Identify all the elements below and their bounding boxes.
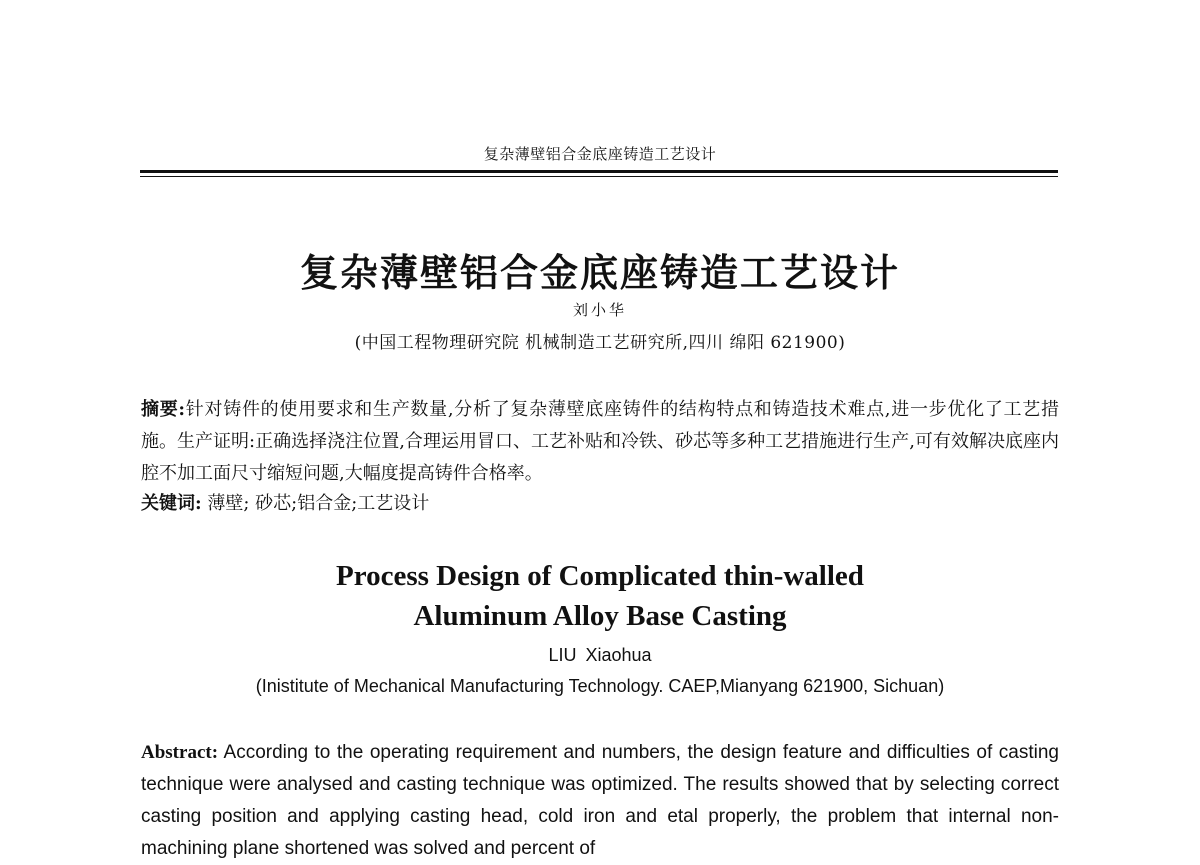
header-rule-thick	[140, 170, 1058, 173]
en-title-line1: Process Design of Complicated thin-walled	[336, 560, 864, 592]
en-title	[0, 556, 1200, 636]
cn-keywords-label: 关键词:	[141, 493, 202, 514]
en-title-line2: Aluminum Alloy Base Casting	[413, 600, 787, 632]
en-abstract-text: According to the operating requirement and numbers, the design feature and difficulties of casting technique were analysed and casting technique was optimized. The results showed that by selecting correct casting position and applying casting head, cold iron and etal properly, the problem that internal non-machining plane shortened was solved and percent of	[141, 742, 1060, 859]
cn-author: 刘小华	[572, 301, 627, 319]
cn-abstract-label: 摘要:	[141, 399, 186, 420]
en-abstract-label: Abstract:	[141, 742, 219, 763]
header-rule-thin	[140, 176, 1058, 177]
cn-affiliation: (中国工程物理研究院 机械制造工艺研究所,四川 绵阳 621900)	[354, 333, 846, 353]
cn-keywords-text: 薄壁; 砂芯;铝合金;工艺设计	[207, 493, 430, 514]
running-head: 复杂薄壁铝合金底座铸造工艺设计	[483, 145, 717, 163]
cn-title: 复杂薄壁铝合金底座铸造工艺设计	[299, 251, 900, 295]
cn-abstract	[141, 394, 1059, 490]
cn-abstract-text: 针对铸件的使用要求和生产数量,分析了复杂薄壁底座铸件的结构特点和铸造技术难点,进一步优化了工艺措施。生产证明:正确选择浇注位置,合理运用冒口、工艺补贴和冷铁、砂芯等多种工艺措施进行生产,可有效解决底座内腔不加工面尺寸缩短问题,大幅度提高铸件合格率。	[141, 399, 1059, 484]
en-affiliation: (Inistitute of Mechanical Manufacturing Technology. CAEP,Mianyang 621900, Sichuan)	[255, 676, 945, 696]
en-author: LIU Xiaohua	[548, 645, 652, 665]
cn-keywords	[141, 490, 1059, 518]
